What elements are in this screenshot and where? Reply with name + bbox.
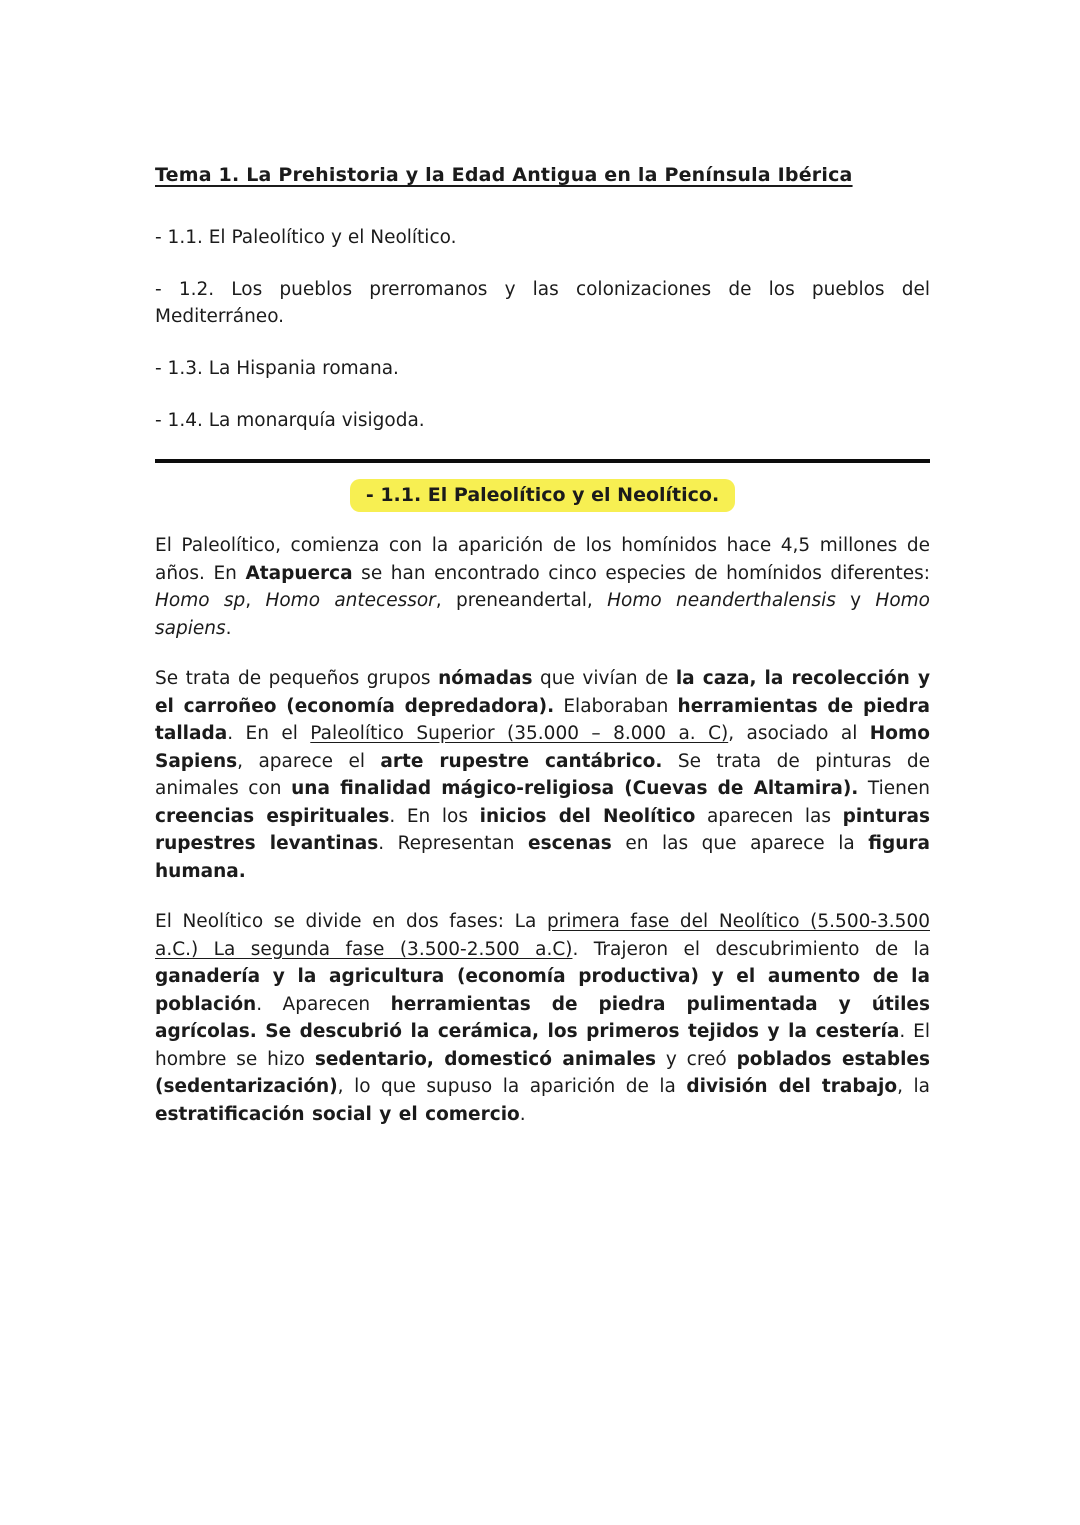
toc-item-1-3: - 1.3. La Hispania romana. xyxy=(155,358,399,379)
section-divider xyxy=(155,459,930,463)
paragraph-paleolitico: El Paleolítico, comienza con la aparición de los homínidos hace 4,5 millones de años. En Atapuerca se han encontrado cinco especies de homínidos diferentes: Homo sp, Homo antecessor, preneandertal, Homo neanderthalensis y Homo sapiens. xyxy=(155,535,930,639)
section-heading-wrap xyxy=(155,479,930,512)
document-title: Tema 1. La Prehistoria y la Edad Antigua en la Península Ibérica xyxy=(155,164,853,186)
toc-item-1-1: - 1.1. El Paleolítico y el Neolítico. xyxy=(155,227,457,248)
section-heading-highlighted: - 1.1. El Paleolítico y el Neolítico. xyxy=(350,479,735,512)
toc-item-1-2: - 1.2. Los pueblos prerromanos y las colonizaciones de los pueblos del Mediterráneo. xyxy=(155,279,930,327)
paragraph-nomadas-arte-rupestre: Se trata de pequeños grupos nómadas que vivían de la caza, la recolección y el carroñeo (economía depredadora). Elaboraban herramientas de piedra tallada. En el Paleolítico Superior (35.000 – 8.000 a. C), asociado al Homo Sapiens, aparece el arte rupestre cantábrico. Se trata de pinturas de animales con una finalidad mágico-religiosa (Cuevas de Altamira). Tienen creencias espirituales. En los inicios del Neolítico aparecen las pinturas rupestres levantinas. Representan escenas en las que aparece la figura humana. xyxy=(155,668,931,882)
toc-item-1-4: - 1.4. La monarquía visigoda. xyxy=(155,410,425,431)
paragraph-neolitico-fases: El Neolítico se divide en dos fases: La primera fase del Neolítico (5.500-3.500 a.C.) La segunda fase (3.500-2.500 a.C). Trajeron el descubrimiento de la ganadería y la agricultura (economía productiva) y el aumento de la población. Aparecen herramientas de piedra pulimentada y útiles agrícolas. Se descubrió la cerámica, los primeros tejidos y la cestería. El hombre se hizo sedentario, domesticó animales y creó poblados estables (sedentarización), lo que supuso la aparición de la división del trabajo, la estratificación social y el comercio. xyxy=(155,911,930,1125)
